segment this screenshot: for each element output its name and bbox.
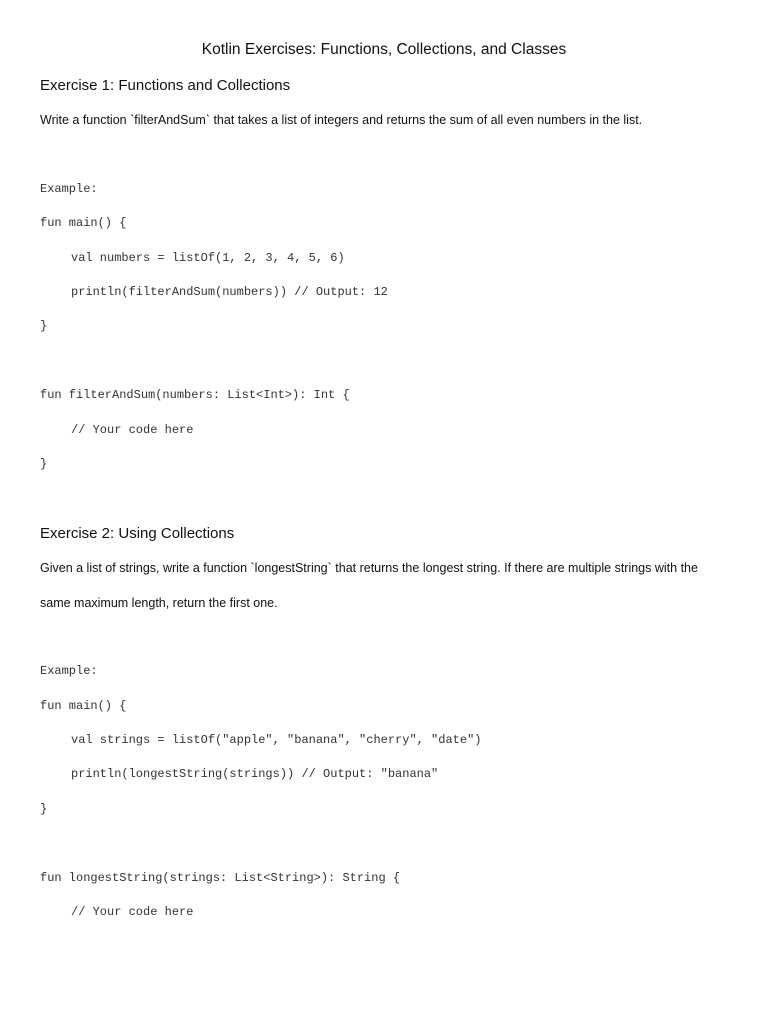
exercise-1-code-line: val numbers = listOf(1, 2, 3, 4, 5, 6): [71, 251, 345, 265]
exercise-1-code-line: }: [40, 457, 48, 471]
exercise-2-code-line: fun main() {: [40, 699, 127, 713]
exercise-2-code-line: println(longestString(strings)) // Output: "banana": [71, 767, 439, 781]
exercise-2-code-line: // Your code here: [71, 905, 194, 919]
document-title: Kotlin Exercises: Functions, Collections, and Classes: [201, 41, 567, 58]
exercise-1-code-line: }: [40, 319, 48, 333]
exercise-1-description: Write a function `filterAndSum` that takes a list of integers and returns the sum of all even numbers in the list.: [40, 113, 643, 127]
exercise-2-code-line: Example:: [40, 664, 98, 678]
exercise-2-code-line: fun longestString(strings: List<String>): String {: [40, 871, 401, 885]
exercise-1-code-line: fun filterAndSum(numbers: List<Int>): Int {: [40, 388, 350, 402]
exercise-2-code-line: val strings = listOf("apple", "banana", "cherry", "date"): [71, 733, 482, 747]
exercise-2-heading: Exercise 2: Using Collections: [40, 525, 235, 542]
exercise-2-code-line: }: [40, 802, 48, 816]
exercise-1-heading: Exercise 1: Functions and Collections: [40, 77, 291, 94]
exercise-1-code-line: println(filterAndSum(numbers)) // Output: 12: [71, 285, 388, 299]
exercise-1-code-line: // Your code here: [71, 423, 194, 437]
exercise-2-description-line: same maximum length, return the first one.: [40, 596, 278, 610]
exercise-1-code-line: fun main() {: [40, 216, 127, 230]
exercise-1-code-line: Example:: [40, 182, 98, 196]
exercise-2-description-line: Given a list of strings, write a function `longestString` that returns the longest string. If there are multiple strings with the: [40, 561, 698, 575]
